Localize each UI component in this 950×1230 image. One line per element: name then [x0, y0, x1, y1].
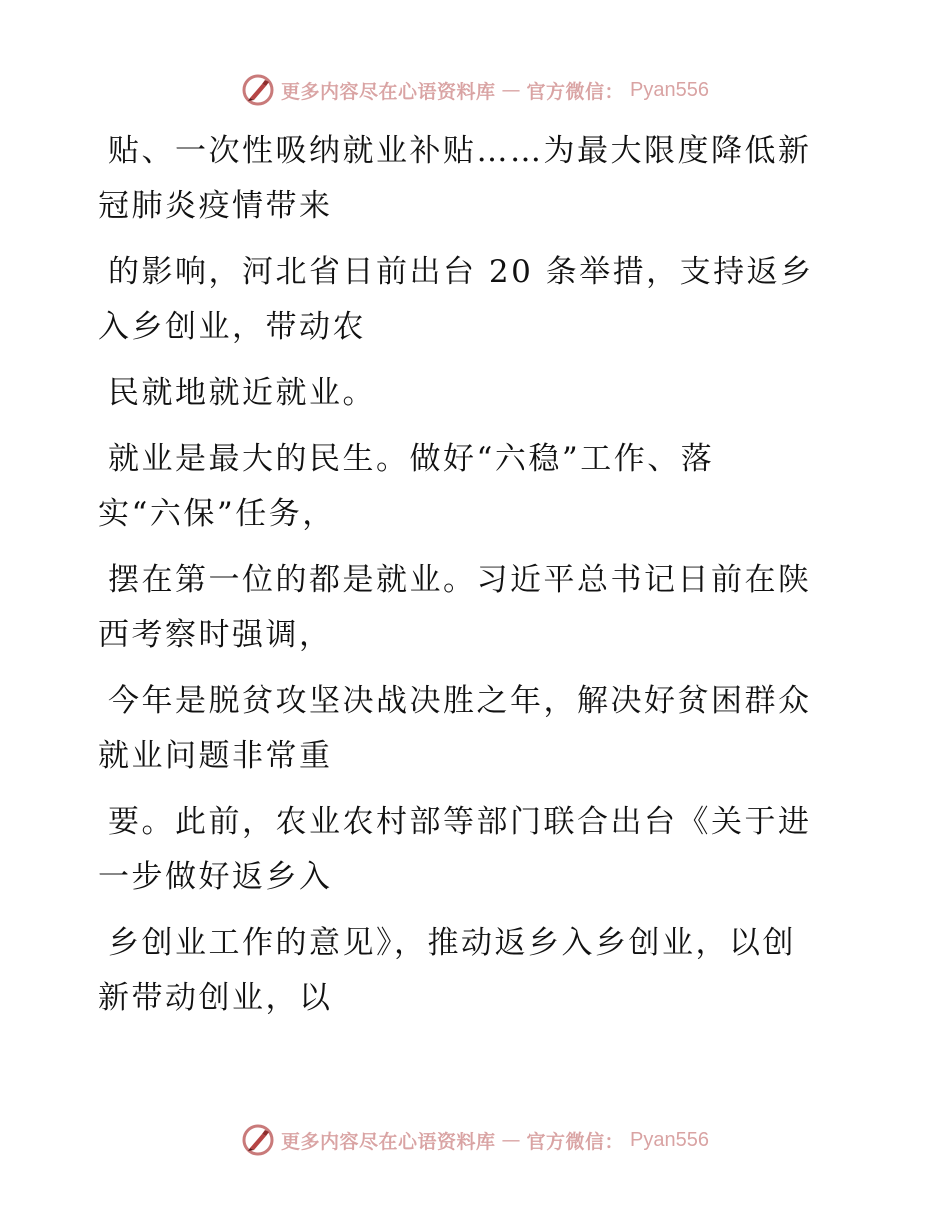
paragraph-line: 实“六保”任务， — [98, 496, 336, 532]
header-watermark — [0, 70, 950, 110]
paragraph-line: 新带动创业，以 — [98, 980, 333, 1016]
paragraph — [98, 795, 838, 905]
paragraph-line: 冠肺炎疫情带来 — [98, 188, 333, 224]
paragraph — [98, 366, 838, 421]
paragraph-line: 就业问题非常重 — [98, 738, 333, 774]
paragraph — [98, 432, 838, 542]
watermark-text: 更多内容尽在心语资料库 — [281, 1130, 496, 1153]
watermark-label: 官方微信： — [526, 1130, 625, 1153]
watermark-separator: — — [501, 1129, 521, 1151]
watermark-id: Pyan556 — [630, 78, 709, 101]
pen-logo-icon — [241, 73, 275, 107]
paragraph-line: 就业是最大的民生。做好“六稳”工作、落 — [108, 441, 715, 477]
paragraph-line: 贴、一次性吸纳就业补贴……为最大限度降低新 — [108, 133, 812, 169]
paragraph-line: 民就地就近就业。 — [108, 375, 376, 411]
paragraph-line: 乡创业工作的意见》，推动返乡入乡创业，以创 — [108, 925, 796, 961]
paragraph-line: 的影响，河北省日前出台 20 条举措，支持返乡 — [108, 254, 814, 290]
paragraph-line: 一步做好返乡入 — [98, 859, 333, 895]
paragraph — [98, 245, 838, 355]
paragraph — [98, 553, 838, 663]
watermark-separator: — — [501, 79, 521, 101]
paragraph-line: 今年是脱贫攻坚决战决胜之年，解决好贫困群众 — [108, 683, 812, 719]
watermark-label: 官方微信： — [526, 80, 625, 103]
paragraph-line: 入乡创业，带动农 — [98, 309, 366, 345]
paragraph — [98, 916, 838, 1026]
footer-watermark — [0, 1120, 950, 1160]
pen-logo-icon — [241, 1123, 275, 1157]
paragraph-line: 要。此前，农业农村部等部门联合出台《关于进 — [108, 804, 812, 840]
watermark-id: Pyan556 — [630, 1128, 709, 1151]
document-body — [98, 124, 838, 1037]
paragraph — [98, 674, 838, 784]
watermark-text: 更多内容尽在心语资料库 — [281, 80, 496, 103]
paragraph-line: 西考察时强调， — [98, 617, 333, 653]
paragraph-line: 摆在第一位的都是就业。习近平总书记日前在陕 — [108, 562, 812, 598]
paragraph — [98, 124, 838, 234]
